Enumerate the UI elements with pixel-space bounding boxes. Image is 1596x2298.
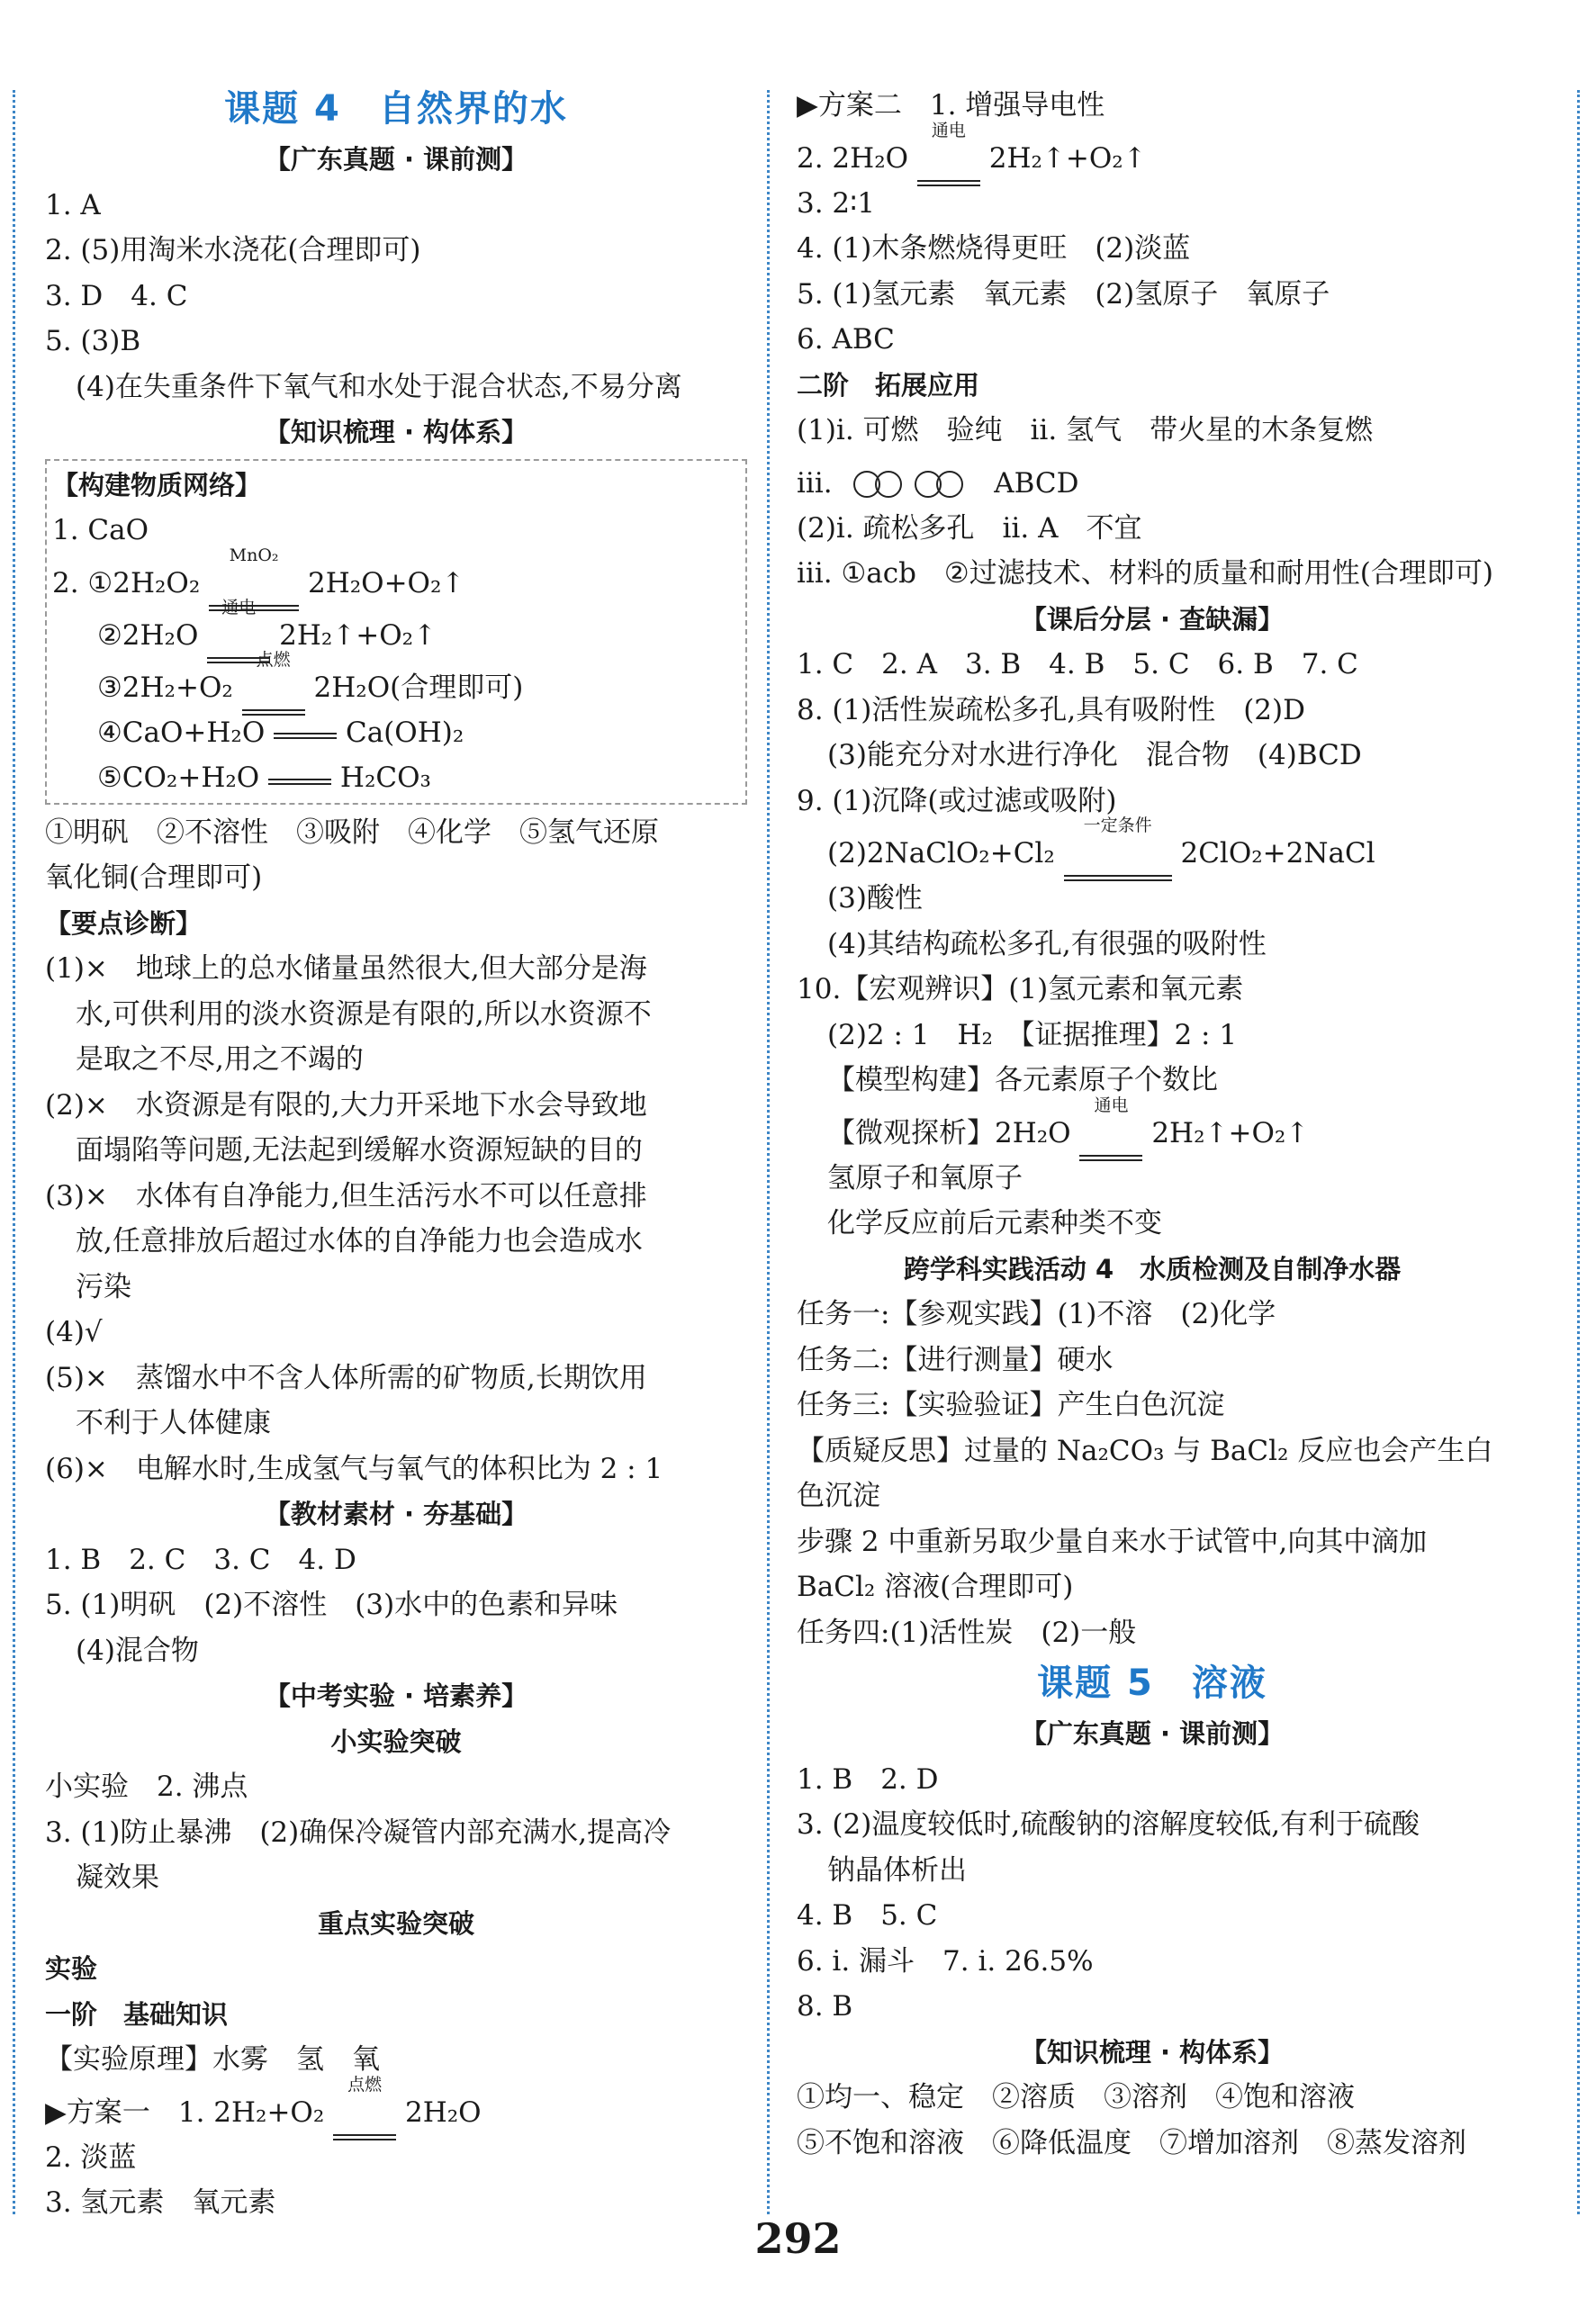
answer-line: 任务四:(1)活性炭 (2)一般 <box>797 1616 1137 1649</box>
answer-line: 小实验 2. 沸点 <box>45 1771 248 1803</box>
answer-line: 8. (1)活性炭疏松多孔,具有吸附性 (2)D <box>797 693 1305 726</box>
page-number: 292 <box>754 2214 842 2263</box>
answer-line: 4. (1)木条燃烧得更旺 (2)淡蓝 <box>797 232 1191 265</box>
answer-line: 钠晶体析出 <box>827 1853 967 1887</box>
column-rule-middle <box>767 90 770 2214</box>
reaction-arrow <box>242 649 305 717</box>
answer-line: ①明矾 ②不溶性 ③吸附 ④化学 ⑤氢气还原 <box>45 816 659 849</box>
answer-line: (6)× 电解水时,生成氢气与氧气的体积比为 2 : 1 <box>45 1452 663 1485</box>
molecule-diagram <box>853 454 963 513</box>
answer-line: 面塌陷等问题,无法起到缓解水资源短缺的目的 <box>76 1134 643 1167</box>
heading: 【课后分层 · 查缺漏】 <box>1020 603 1285 635</box>
equation-reactants: 2. ①2H₂O₂ <box>52 566 201 599</box>
box-title: 【构建物质网络】 <box>52 469 262 500</box>
answer-line: BaCl₂ 溶液(合理即可) <box>797 1571 1074 1603</box>
answer-line: 5. (1)氢元素 氧元素 (2)氢原子 氧原子 <box>797 277 1330 311</box>
answer-line: (3)× 水体有自净能力,但生活污水不可以任意排 <box>45 1179 647 1212</box>
answer-line: 3. 2∶1 <box>797 186 875 220</box>
equation-reactants: (2)2NaClO₂+Cl₂ <box>827 837 1055 870</box>
answer-line: 色沉淀 <box>797 1480 880 1512</box>
equation-reactants: ②2H₂O <box>97 618 199 652</box>
equation-products: 2H₂↑+O₂↑ <box>279 618 437 652</box>
answer-line: 步骤 2 中重新另取少量自来水于试管中,向其中滴加 <box>797 1525 1428 1558</box>
heading: 【要点诊断】 <box>45 907 203 939</box>
answer-line: 是取之不尽,用之不竭的 <box>76 1043 364 1076</box>
answer-line: (5)× 蒸馏水中不含人体所需的矿物质,长期饮用 <box>45 1361 647 1394</box>
reaction-condition: 通电 <box>1094 1095 1129 1115</box>
subheading: 小实验突破 <box>330 1726 462 1757</box>
heading: 【广东真题 · 课前测】 <box>1020 1718 1285 1749</box>
reaction-arrow <box>917 120 980 188</box>
answer-line: (4)在失重条件下氧气和水处于混合状态,不易分离 <box>76 370 682 403</box>
answer-line: 任务三:【实验验证】产生白色沉淀 <box>797 1389 1225 1421</box>
answer-line: (2)× 水资源是有限的,大力开采地下水会导致地 <box>45 1088 647 1122</box>
answer-line: 3. (2)温度较低时,硫酸钠的溶解度较低,有利于硫酸 <box>797 1808 1420 1841</box>
answer-line: 8. B <box>797 1990 853 2023</box>
answer-line: 3. 氢元素 氧元素 <box>45 2186 276 2219</box>
equation-line <box>52 649 740 710</box>
section-title-lesson-4: 课题 4 自然界的水 <box>224 88 568 130</box>
equation-products: 2H₂O(合理即可) <box>313 671 524 704</box>
reaction-arrow <box>1079 1095 1142 1163</box>
answer-line: 1. A <box>45 188 101 221</box>
answer-line: 【质疑反思】过量的 Na₂CO₃ 与 BaCl₂ 反应也会产生白 <box>797 1434 1493 1467</box>
answer-line: 10.【宏观辨识】(1)氢元素和氧元素 <box>797 973 1244 1005</box>
subheading: 一阶 基础知识 <box>45 1998 229 2030</box>
answer-line: 放,任意排放后超过水体的自净能力也会造成水 <box>76 1225 643 1257</box>
subheading: 实验 <box>45 1953 98 1984</box>
answer-line: 4. B 5. C <box>797 1899 938 1932</box>
equation-reactants: ⑤CO₂+H₂O <box>97 761 260 794</box>
heading: 【教材素材 · 夯基础】 <box>264 1499 528 1529</box>
answer-line: (4)混合物 <box>76 1634 199 1667</box>
arrow-line <box>268 779 331 780</box>
equation-line <box>797 816 1508 876</box>
reaction-arrow <box>333 2074 396 2142</box>
arrow-line <box>268 783 331 785</box>
answer-line: 氢原子和氧原子 <box>827 1161 1023 1194</box>
answer-line: 3. (1)防止暴沸 (2)确保冷凝管内部充满水,提高冷 <box>45 1816 672 1849</box>
answer-line: 【模型构建】各元素原子个数比 <box>827 1064 1218 1096</box>
answer-line: 任务一:【参观实践】(1)不溶 (2)化学 <box>797 1298 1276 1330</box>
equation-products: 2H₂O+O₂↑ <box>307 566 465 599</box>
answer-line: 化学反应前后元素种类不变 <box>827 1207 1162 1239</box>
equation-products: Ca(OH)₂ <box>345 716 464 749</box>
reaction-equals <box>274 710 337 756</box>
heading-activity-4: 跨学科实践活动 4 水质检测及自制净水器 <box>903 1253 1402 1284</box>
equation-reactants: ③2H₂+O₂ <box>97 671 233 704</box>
answer-line: (4)其结构疏松多孔,有很强的吸附性 <box>827 927 1267 960</box>
arrow-line <box>274 733 337 734</box>
answer-line: ⑤不饱和溶液 ⑥降低温度 ⑦增加溶剂 ⑧蒸发溶剂 <box>797 2126 1466 2159</box>
answer-line <box>797 454 1508 506</box>
answer-line: 2. (5)用淘米水浇花(合理即可) <box>45 234 421 266</box>
reaction-condition: 点燃 <box>256 649 291 670</box>
equation-products: 2H₂↑+O₂↑ <box>988 141 1147 175</box>
answer-line: 3. D 4. C <box>45 279 188 312</box>
reaction-condition: 一定条件 <box>1083 816 1152 835</box>
material-network-box <box>45 459 747 805</box>
equation-reactants: ▶方案一 1. 2H₂+O₂ <box>45 2095 325 2129</box>
right-column <box>797 83 1508 2166</box>
equation-line <box>52 755 740 801</box>
equation-line <box>45 2074 747 2135</box>
answer-line: (1)ⅰ. 可燃 验纯 ⅱ. 氢气 带火星的木条复燃 <box>797 414 1374 446</box>
answer-line: (2)2 : 1 H₂ 【证据推理】2 : 1 <box>827 1018 1238 1051</box>
heading: 【知识梳理 · 构体系】 <box>1020 2036 1285 2068</box>
reaction-arrow <box>1064 816 1172 883</box>
equation-line <box>52 710 740 756</box>
atom-icon <box>936 471 963 498</box>
heading: 【广东真题 · 课前测】 <box>264 144 528 175</box>
answer-line: 1. C 2. A 3. B 4. B 5. C 6. B 7. C <box>797 648 1358 680</box>
answer-prefix: ⅲ. <box>797 466 833 500</box>
reaction-condition: MnO₂ <box>229 545 279 565</box>
subheading: 重点实验突破 <box>317 1907 474 1939</box>
answer-line: 【实验原理】水雾 氢 氧 <box>45 2043 380 2076</box>
answer-line: 2. 淡蓝 <box>45 2140 137 2174</box>
reaction-condition: 通电 <box>221 597 257 617</box>
equation-reactants: 2. 2H₂O <box>797 141 909 175</box>
answer-line: (3)能充分对水进行净化 混合物 (4)BCD <box>827 739 1362 771</box>
heading: 【中考实验 · 培素养】 <box>264 1681 528 1711</box>
equation-line <box>797 120 1508 181</box>
answer-line: 氧化铜(合理即可) <box>45 861 263 894</box>
equation-products: 2ClO₂+2NaCl <box>1180 837 1375 870</box>
subheading: 二阶 拓展应用 <box>797 369 980 401</box>
equation-line <box>797 1095 1508 1156</box>
answer-line: 凝效果 <box>76 1861 159 1894</box>
answer-line: 9. (1)沉降(或过滤或吸附) <box>797 784 1117 817</box>
reaction-equals <box>268 755 331 801</box>
left-column <box>45 81 747 2226</box>
answer-line: 1. CaO <box>52 514 149 546</box>
column-rule-right <box>1577 90 1580 2214</box>
equation-reactants: ④CaO+H₂O <box>97 716 266 749</box>
answer-line: 6. ⅰ. 漏斗 7. ⅰ. 26.5% <box>797 1944 1094 1978</box>
answer-suffix: ABCD <box>994 466 1079 500</box>
heading: 【知识梳理 · 构体系】 <box>264 417 528 447</box>
answer-line: (2)ⅰ. 疏松多孔 ⅱ. A 不宜 <box>797 511 1142 545</box>
equation-products: H₂CO₃ <box>339 761 431 794</box>
reaction-condition: 通电 <box>931 120 966 140</box>
section-title-lesson-5: 课题 5 溶液 <box>1037 1663 1267 1704</box>
answer-line: 水,可供利用的淡水资源是有限的,所以水资源不 <box>76 997 652 1031</box>
answer-line: 1. B 2. D <box>797 1762 939 1796</box>
answer-line: 任务二:【进行测量】硬水 <box>797 1343 1114 1376</box>
answer-line: 6. ABC <box>797 323 895 356</box>
equation-reactants: 【微观探析】2H₂O <box>827 1116 1071 1149</box>
answer-line: (4)√ <box>45 1316 103 1348</box>
reaction-condition: 点燃 <box>347 2074 383 2095</box>
column-rule-left <box>13 90 15 2214</box>
answer-line: 5. (1)明矾 (2)不溶性 (3)水中的色素和异味 <box>45 1589 618 1621</box>
answer-line: ⅲ. ①acb ②过滤技术、材料的质量和耐用性(合理即可) <box>797 557 1493 590</box>
atom-icon <box>875 471 902 498</box>
answer-line: 1. B 2. C 3. C 4. D <box>45 1543 356 1576</box>
equation-products: 2H₂O <box>405 2095 482 2129</box>
answer-line: ①均一、稳定 ②溶质 ③溶剂 ④饱和溶液 <box>797 2081 1355 2113</box>
equation-line <box>52 597 740 658</box>
answer-line: (3)酸性 <box>827 882 923 915</box>
arrow-line <box>274 737 337 739</box>
answer-line: 5. (3)B <box>45 325 141 357</box>
answer-line: 不利于人体健康 <box>76 1407 271 1439</box>
answer-line: 污染 <box>76 1270 131 1303</box>
equation-products: 2H₂↑+O₂↑ <box>1151 1116 1310 1149</box>
answer-line: (1)× 地球上的总水储量虽然很大,但大部分是海 <box>45 952 647 985</box>
equation-line <box>52 545 740 606</box>
answer-line: ▶方案二 1. 增强导电性 <box>797 89 1105 122</box>
